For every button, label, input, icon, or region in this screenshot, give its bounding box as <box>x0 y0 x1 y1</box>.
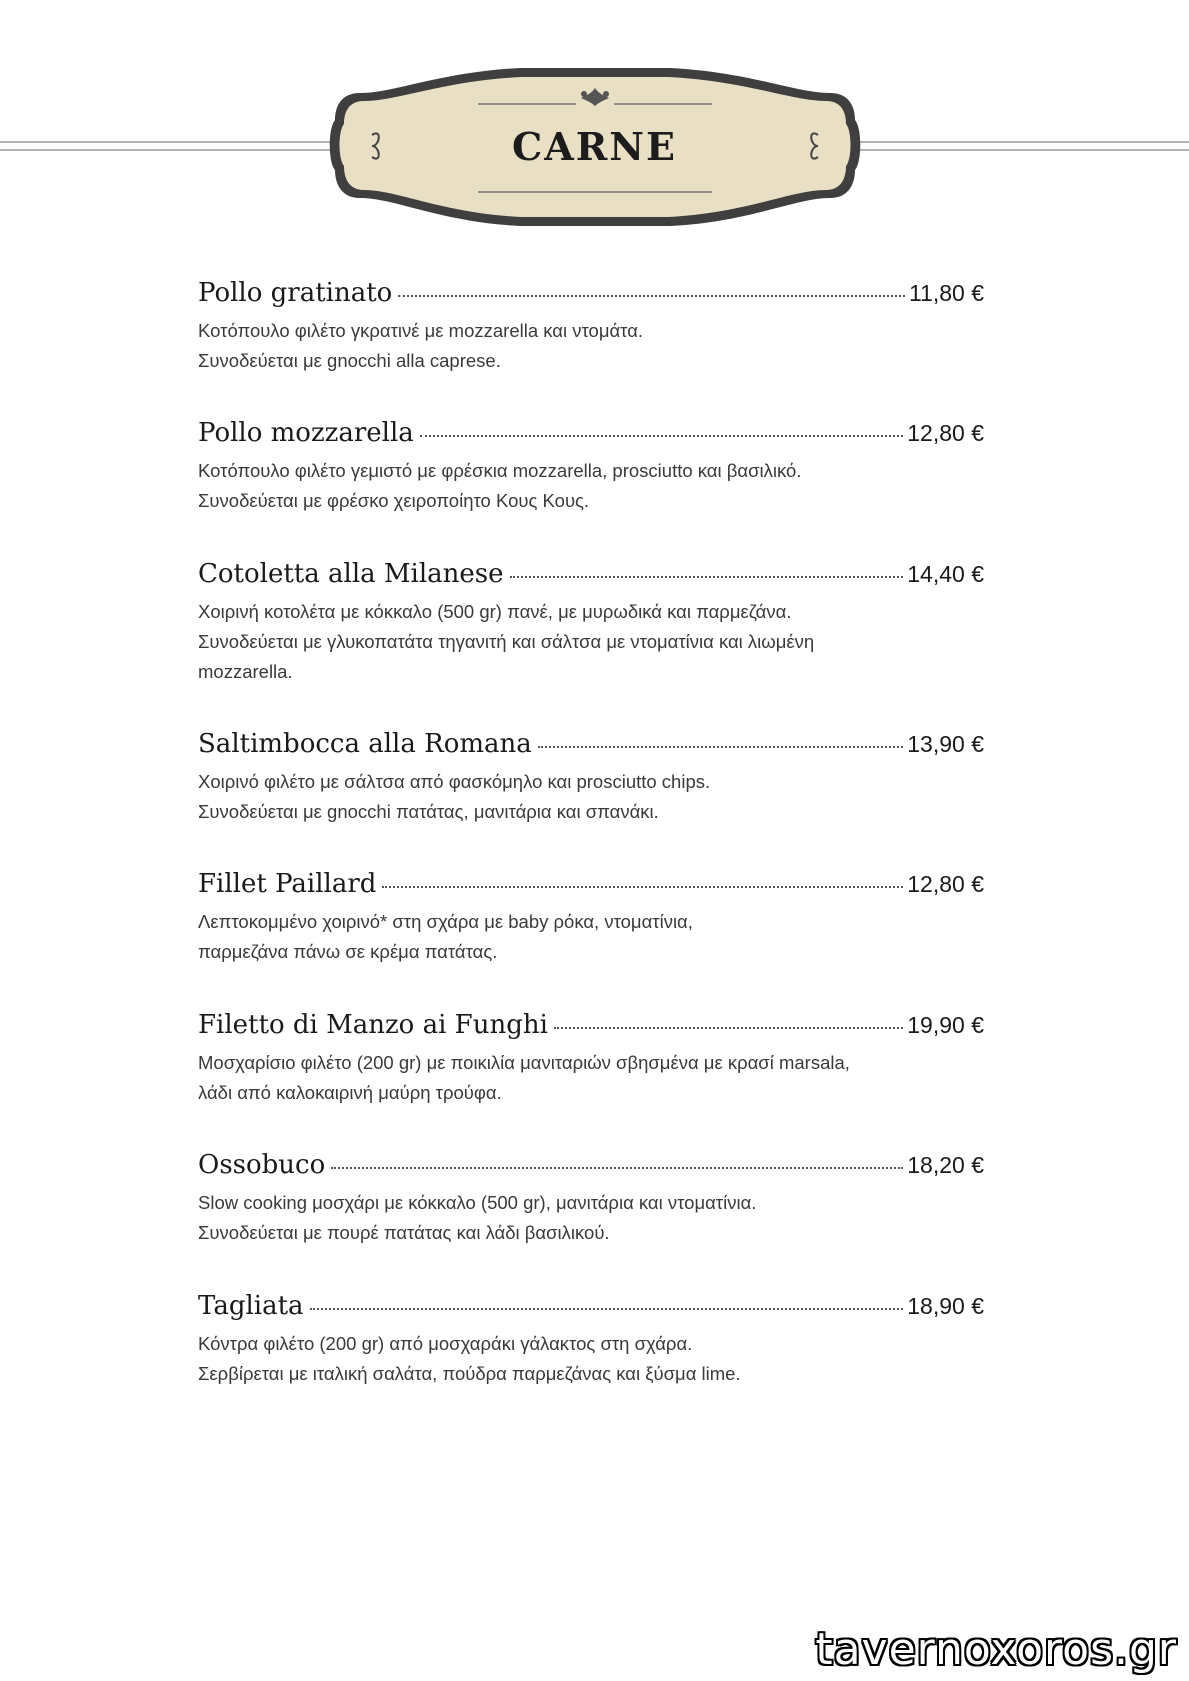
description-line: Σερβίρεται με ιταλική σαλάτα, πούδρα παρμεζάνας και ξύσμα lime. <box>198 1363 741 1384</box>
dish-name: Filetto di Manzo ai Funghi <box>198 1010 548 1040</box>
dish-name: Cotoletta alla Milanese <box>198 559 504 589</box>
dish-name: Ossobuco <box>198 1150 326 1180</box>
dot-leader <box>331 1167 903 1169</box>
menu-item <box>198 559 984 687</box>
menu-item <box>198 869 984 967</box>
dish-description <box>198 767 938 827</box>
menu-header <box>0 0 1189 250</box>
dish-price: 11,80 € <box>908 280 984 306</box>
description-line: Συνοδεύεται με gnocchi πατάτας, μανιτάρια και σπανάκι. <box>198 801 659 822</box>
description-line: Συνοδεύεται με φρέσκο χειροποίητο Κους Κους. <box>198 490 590 511</box>
description-line: Συνοδεύεται με γλυκοπατάτα τηγανιτή και σάλτσα με ντοματίνια και λιωμένη <box>198 631 815 652</box>
dish-price: 18,20 € <box>907 1152 984 1178</box>
dish-description <box>198 316 938 376</box>
dish-description <box>198 1329 938 1389</box>
dish-description <box>198 1188 938 1248</box>
dot-leader <box>382 886 903 888</box>
menu-item <box>198 1010 984 1108</box>
description-line: Κόντρα φιλέτο (200 gr) από μοσχαράκι γάλακτος στη σχάρα. <box>198 1333 693 1354</box>
menu-item <box>198 729 984 827</box>
description-line: Λεπτοκομμένο χοιρινό* στη σχάρα με baby ρόκα, ντοματίνια, <box>198 911 693 932</box>
dish-description <box>198 907 938 967</box>
dish-price: 19,90 € <box>907 1012 984 1038</box>
dish-name: Tagliata <box>198 1291 304 1321</box>
dish-price: 13,90 € <box>907 731 984 757</box>
dot-leader <box>554 1027 903 1029</box>
menu-item <box>198 1150 984 1248</box>
dish-description <box>198 1048 938 1108</box>
dish-description <box>198 597 938 687</box>
description-line: Κοτόπουλο φιλέτο γεμιστό με φρέσκια mozzarella, prosciutto και βασιλικό. <box>198 460 802 481</box>
menu-item <box>198 418 984 516</box>
dish-name: Saltimbocca alla Romana <box>198 729 532 759</box>
description-line: λάδι από καλοκαιρινή μαύρη τρούφα. <box>198 1082 502 1103</box>
dish-description <box>198 456 938 516</box>
description-line: Συνοδεύεται με gnocchi alla caprese. <box>198 350 501 371</box>
dish-price: 14,40 € <box>907 561 984 587</box>
description-line: Slow cooking μοσχάρι με κόκκαλο (500 gr), μανιτάρια και ντοματίνια. <box>198 1192 757 1213</box>
dot-leader <box>538 746 903 748</box>
dish-price: 12,80 € <box>907 871 984 897</box>
description-line: Χοιρινό φιλέτο με σάλτσα από φασκόμηλο και prosciutto chips. <box>198 771 711 792</box>
dish-name: Fillet Paillard <box>198 869 377 899</box>
dot-leader <box>398 295 905 297</box>
description-line: Χοιρινή κοτολέτα με κόκκαλο (500 gr) πανέ, με μυρωδικά και παρμεζάνα. <box>198 601 792 622</box>
dot-leader <box>510 576 904 578</box>
description-line: mozzarella. <box>198 661 293 682</box>
menu-item <box>198 278 984 376</box>
site-watermark: tavernoxoros.gr <box>815 1624 1177 1675</box>
dish-price: 18,90 € <box>907 1293 984 1319</box>
description-line: Μοσχαρίσιο φιλέτο (200 gr) με ποικιλία μανιταριών σβησμένα με κρασί marsala, <box>198 1052 850 1073</box>
dish-price: 12,80 € <box>907 420 984 446</box>
description-line: Συνοδεύεται με πουρέ πατάτας και λάδι βασιλικού. <box>198 1222 610 1243</box>
dish-name: Pollo mozzarella <box>198 418 414 448</box>
dish-name: Pollo gratinato <box>198 278 393 308</box>
dot-leader <box>310 1308 904 1310</box>
menu-item <box>198 1291 984 1389</box>
description-line: Κοτόπουλο φιλέτο γκρατινέ με mozzarella και ντομάτα. <box>198 320 644 341</box>
description-line: παρμεζάνα πάνω σε κρέμα πατάτας. <box>198 941 498 962</box>
dot-leader <box>420 435 903 437</box>
page-title: CARNE <box>511 124 677 169</box>
